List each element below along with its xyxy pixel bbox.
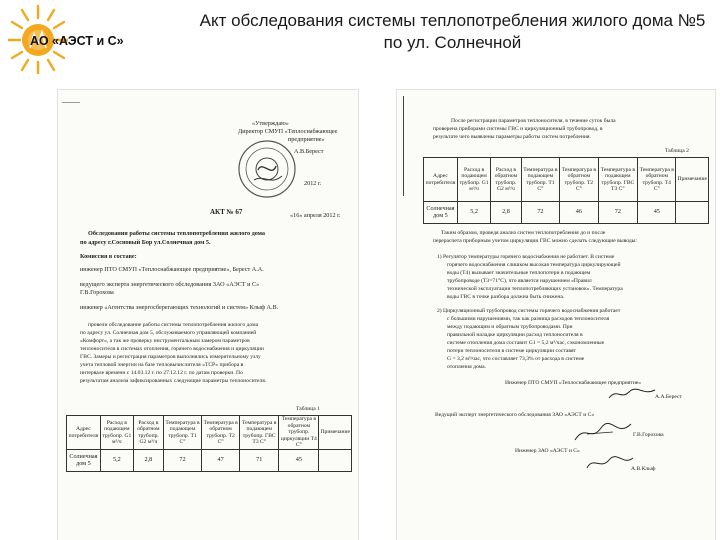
heading-line-2: по адресу г.Сосновый Бор ул.Солнечная дом 5. (80, 239, 211, 246)
body-line-2: по адресу ул. Солнечная дом 5, обслуживаемого управляющей компанией (80, 330, 257, 336)
act-date: «16» апреля 2012 г. (290, 212, 341, 219)
point-2-line-e: системе отопления дома составит G1 = 5,2 м³/час, сэкономленные (447, 340, 605, 346)
table-cell: 47 (202, 450, 240, 472)
table-cell: 2,8 (491, 202, 521, 224)
signature-2-icon (573, 420, 633, 444)
conclusion-line-2: перерасчета приборным учетом циркуляции ГВС можно сделать следующие выводы: (433, 238, 637, 244)
table-header-cell: Расход в подающем трубопр. G1 м³/ч (457, 158, 490, 202)
company-name: АО «АЭСТ и С» (30, 34, 124, 48)
body-line-8: результатам анализа зафиксированных следующие параметры теплоносителя. (80, 378, 267, 384)
table-header-cell: Адрес потребителя (424, 158, 458, 202)
document-page-2 (397, 90, 715, 540)
table-header-cell: Расход в подающем трубопр. G1 м³/ч (100, 416, 133, 450)
act-number: АКТ № 67 (210, 208, 243, 216)
table-header-cell: Расход в обратном трубопр. G2 м³/ч (133, 416, 163, 450)
member-3: инженер «Агентства энергосберегающих технологий и систем» Клыф А.В. (80, 304, 279, 311)
table-cell: Солнечная дом 5 (424, 202, 458, 224)
signature-1-icon (607, 386, 657, 402)
table-row (67, 450, 352, 472)
table-cell: 5,2 (457, 202, 490, 224)
title-line-2: по ул. Солнечной (383, 33, 522, 52)
table-header-cell: Адрес потребителя (67, 416, 101, 450)
slide-title (190, 10, 715, 54)
table-cell: 72 (598, 202, 638, 224)
signer-1-title: Инженер ПТО СМУП «Теплоснабжающее предприятие» (505, 380, 642, 386)
table-cell: 45 (279, 450, 319, 472)
table-cell (676, 202, 709, 224)
table-cell: 2,8 (133, 450, 163, 472)
parameters-table-1 (66, 415, 352, 472)
signer-2-title: Ведущий эксперт энергетического обследования ЗАО «АЭСТ и С» (435, 412, 595, 418)
table-2-caption: Таблица 2 (665, 148, 689, 154)
document-page-1 (58, 90, 358, 540)
signer-1-name: А.А.Берест (655, 394, 682, 400)
point-2-line-c: между подающим и обратным трубопроводами. При (447, 324, 573, 330)
company-logo (8, 4, 180, 74)
signer-3-title: Инженер ЗАО «АЭСТ и С» (515, 448, 580, 454)
heading-line-1: Обследования работы системы теплопотребления жилого дома (88, 230, 265, 237)
point-2-line-a: 2) Циркуляционный трубопровод системы горячего водоснабжения работает (437, 308, 621, 314)
approve-line-4: А.В.Берест (294, 148, 324, 155)
table-header-cell: Температура в обратном трубопр. циркуляции Т4 С° (279, 416, 319, 450)
stamp-seal-icon (236, 138, 298, 200)
table-1-caption: Таблица 1 (296, 406, 320, 412)
member-1: инженер ПТО СМУП «Теплоснабжающее предприятие», Берест А.А. (80, 266, 264, 273)
table-cell: Солнечная дом 5 (67, 450, 101, 472)
table-cell: 45 (638, 202, 676, 224)
intro-line-2: проверена приборами системы ГВС и циркуляционный трубопровод, в (433, 126, 603, 132)
point-1-line-d: трубопроводе (Т3=71°С), что является нарушением «Правил (447, 278, 592, 284)
point-1-line-b: горячего водоснабжения слишком высокая температура циркулирующей (447, 262, 621, 268)
point-2-line-f: потери теплоносителя в системе циркуляции составят (447, 348, 576, 354)
body-line-5: ГВС. Замеры и регистрация параметров выполнялись измерительному узлу (80, 354, 261, 360)
parameters-table-2 (423, 157, 709, 224)
approve-line-5: 2012 г. (304, 180, 322, 187)
table-cell: 72 (521, 202, 560, 224)
table-cell: 72 (163, 450, 201, 472)
scan-mark (62, 102, 80, 103)
point-1-line-c: воды (Т4) вызывает значительные теплопотери в подающем (447, 270, 591, 276)
body-line-4: теплоносителя в системах отопления, горячего водоснабжения и циркуляции (80, 346, 264, 352)
commission-label: Комиссия в составе: (80, 253, 137, 260)
intro-line-3: результате чего выявлены параметры работы систем потребления. (433, 134, 591, 140)
point-1-line-e: технической эксплуатации теплопотребляющих установок». Температура (447, 286, 623, 292)
table-header-cell: Температура в обратном трубопр. Т2 С° (560, 158, 598, 202)
table-header-cell: Температура в обратном трубопр. Т4 С° (638, 158, 676, 202)
title-line-1: Акт обследования системы теплопотребления жилого дома №5 (199, 11, 706, 30)
signature-3-icon (585, 454, 635, 472)
point-2-line-d: правильной наладке циркуляции расход теплоносителя в (447, 332, 583, 338)
intro-line-1: После регистрации параметров теплоносителя, в течение суток была (451, 118, 616, 124)
body-line-1: провели обследование работы системы теплопотребления жилого дома (88, 322, 259, 328)
point-2-line-b: с большими нарушениями, так как разница расходов теплоносителя (447, 316, 610, 322)
body-line-6: учета тепловой энергии на базе тепловычислителя «ТСР» прибора в (80, 362, 244, 368)
point-1-line-f: воды ГВС в точке разбора должна быть снижена. (447, 294, 565, 300)
table-row (424, 202, 709, 224)
member-2-name: Г.В.Горохова (80, 289, 114, 296)
table-header-cell: Температура в подающем трубопр. ГВС Т3 С° (240, 416, 279, 450)
table-header-row (67, 416, 352, 450)
table-header-cell: Температура в обратном трубопр. Т2 С° (202, 416, 240, 450)
table-cell: 46 (560, 202, 598, 224)
member-2: ведущего эксперта энергетического обследования ЗАО «АЭСТ и С» (80, 281, 260, 288)
point-1-line-a: 1) Регулятор температуры горячего водоснабжения не работает. В системе (437, 254, 615, 260)
approve-line-3: предприятие» (288, 136, 325, 143)
approve-line-2: Директор СМУП «Теплоснабжающее (238, 128, 338, 135)
table-header-row (424, 158, 709, 202)
table-cell: 5,2 (100, 450, 133, 472)
body-line-7: интервале времени с 14.03.12 г. по 27.12.12 г. по датам проверки. По (80, 370, 243, 376)
body-line-3: «Комфорт», а так же проверку инструментальным замером параметров (80, 338, 250, 344)
table-header-cell: Температура в подающем трубопр. ГВС Т3 С° (598, 158, 638, 202)
point-2-line-h: отопления дома. (447, 364, 487, 370)
table-header-cell: Температура в подающем трубопр. Т1 С° (163, 416, 201, 450)
table-header-cell: Примечание (319, 416, 352, 450)
point-2-line-g: G = 3,2 м³/час, что составляет 73,3% от расхода в системе (447, 356, 585, 362)
scan-edge (403, 96, 404, 196)
table-header-cell: Расход в обратном трубопр. G2 м³/ч (491, 158, 521, 202)
signer-3-name: А.В.Клыф (631, 466, 656, 472)
table-header-cell: Температура в подающем трубопр. Т1 С° (521, 158, 560, 202)
table-cell: 71 (240, 450, 279, 472)
table-header-cell: Примечание (676, 158, 709, 202)
signer-2-name: Г.В.Горохова (633, 432, 664, 438)
conclusion-line-1: Таким образом, проведя анализ систем теплопотребления до и после (441, 230, 606, 236)
approve-line-1: «Утверждаю» (252, 120, 289, 127)
table-cell (319, 450, 352, 472)
